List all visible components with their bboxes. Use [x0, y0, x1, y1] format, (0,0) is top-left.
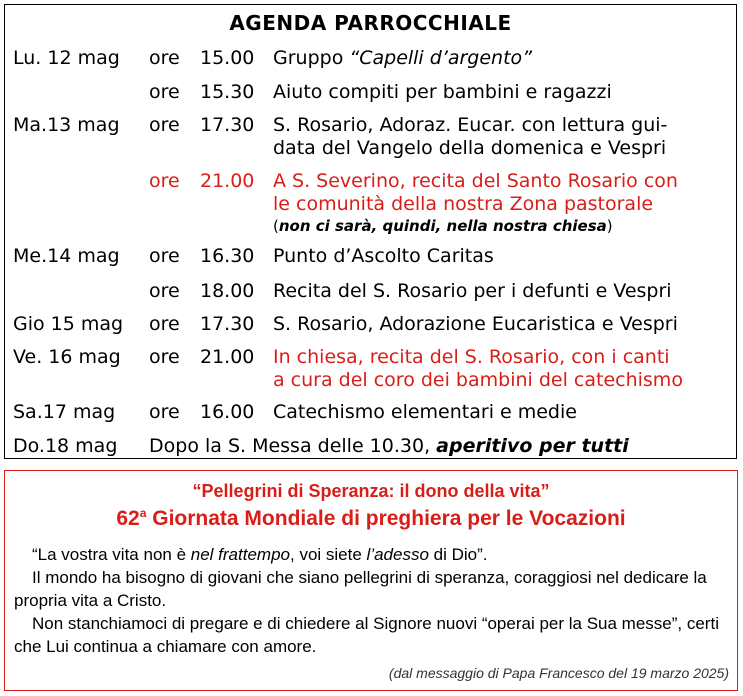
title-text: Giornata Mondiale di preghiera per le Vocazioni [146, 507, 626, 530]
entry-time: 16.00 [200, 401, 255, 423]
entry-description [273, 346, 731, 392]
vocations-box [4, 470, 738, 691]
entry-time: 15.30 [200, 81, 255, 103]
vocations-body [14, 543, 730, 658]
entry-description: Punto d’Ascolto Caritas [273, 245, 494, 267]
entry-description [273, 170, 731, 236]
vocations-source: (dal messaggio di Papa Francesco del 19 marzo 2025) [388, 665, 729, 681]
vocations-subtitle: “Pellegrini di Speranza: il dono della vita” [192, 481, 550, 501]
note-paren: ( [273, 217, 279, 235]
entry-description [273, 47, 731, 70]
entry-desc-emphasis: aperitivo per tutti [436, 435, 629, 457]
entry-desc-italic: “Capelli d’argento” [349, 47, 533, 69]
entry-desc-line: a cura del coro dei bambini del catechismo [273, 369, 683, 391]
entry-time: 21.00 [200, 170, 255, 192]
entry-desc-text: Dopo la S. Messa delle 10.30, [149, 435, 437, 457]
entry-time: 16.30 [200, 245, 255, 267]
entry-day: Do.18 mag [13, 435, 118, 457]
entry-description: Recita del S. Rosario per i defunti e Vespri [273, 280, 672, 302]
quote-italic: l’adesso [366, 545, 429, 564]
entry-time: 18.00 [200, 280, 255, 302]
entry-day: Sa.17 mag [13, 401, 116, 423]
agenda-box [4, 4, 737, 459]
entry-ore: ore [149, 170, 180, 192]
entry-ore: ore [149, 401, 180, 423]
entry-description: Catechismo elementari e medie [273, 401, 577, 423]
vocations-quote [14, 543, 730, 566]
entry-ore: ore [149, 81, 180, 103]
entry-ore: ore [149, 47, 180, 69]
entry-desc-line: A S. Severino, recita del Santo Rosario con [273, 170, 678, 192]
entry-day: Lu. 12 mag [13, 47, 120, 69]
entry-desc-line: le comunità della nostra Zona pastorale [273, 193, 654, 215]
entry-ore: ore [149, 114, 180, 136]
vocations-title [5, 507, 737, 531]
entry-ore: ore [149, 346, 180, 368]
entry-day: Ve. 16 mag [13, 346, 121, 368]
quote-italic: nel frattempo [190, 545, 290, 564]
entry-ore: ore [149, 245, 180, 267]
quote-text: , voi siete [290, 545, 367, 564]
entry-time: 21.00 [200, 346, 255, 368]
entry-desc-line: S. Rosario, Adoraz. Eucar. con lettura gui- [273, 114, 668, 136]
entry-time: 17.30 [200, 114, 255, 136]
note-paren: ) [606, 217, 613, 235]
entry-day: Gio 15 mag [13, 313, 124, 335]
entry-description [149, 435, 629, 458]
title-superscript: a [139, 506, 147, 520]
quote-text: “La vostra vita non è [32, 545, 191, 564]
entry-time: 17.30 [200, 313, 255, 335]
entry-ore: ore [149, 313, 180, 335]
entry-time: 15.00 [200, 47, 255, 69]
title-number: 62 [116, 507, 140, 530]
entry-description: Aiuto compiti per bambini e ragazzi [273, 81, 612, 103]
note-text: non ci sarà, quindi, nella nostra chiesa [278, 217, 607, 235]
quote-text: di Dio”. [428, 545, 488, 564]
entry-note [273, 216, 731, 236]
vocations-paragraph: Non stanchiamoci di pregare e di chiedere al Signore nuovi “operai per la Sua messe”, certi che Lui continua a chiamare con amore. [14, 614, 719, 656]
entry-desc-line: In chiesa, recita del S. Rosario, con i canti [273, 346, 670, 368]
entry-desc-text: Gruppo [273, 47, 350, 69]
entry-day: Me.14 mag [13, 245, 120, 267]
agenda-title: AGENDA PARROCCHIALE [229, 11, 512, 35]
entry-ore: ore [149, 280, 180, 302]
entry-day: Ma.13 mag [13, 114, 120, 136]
entry-description: S. Rosario, Adorazione Eucaristica e Vespri [273, 313, 678, 335]
entry-desc-line: data del Vangelo della domenica e Vespri [273, 137, 667, 159]
entry-description [273, 114, 731, 160]
vocations-paragraph: Il mondo ha bisogno di giovani che siano pellegrini di speranza, coraggiosi nel dedicare la propria vita a Cristo. [14, 568, 707, 610]
